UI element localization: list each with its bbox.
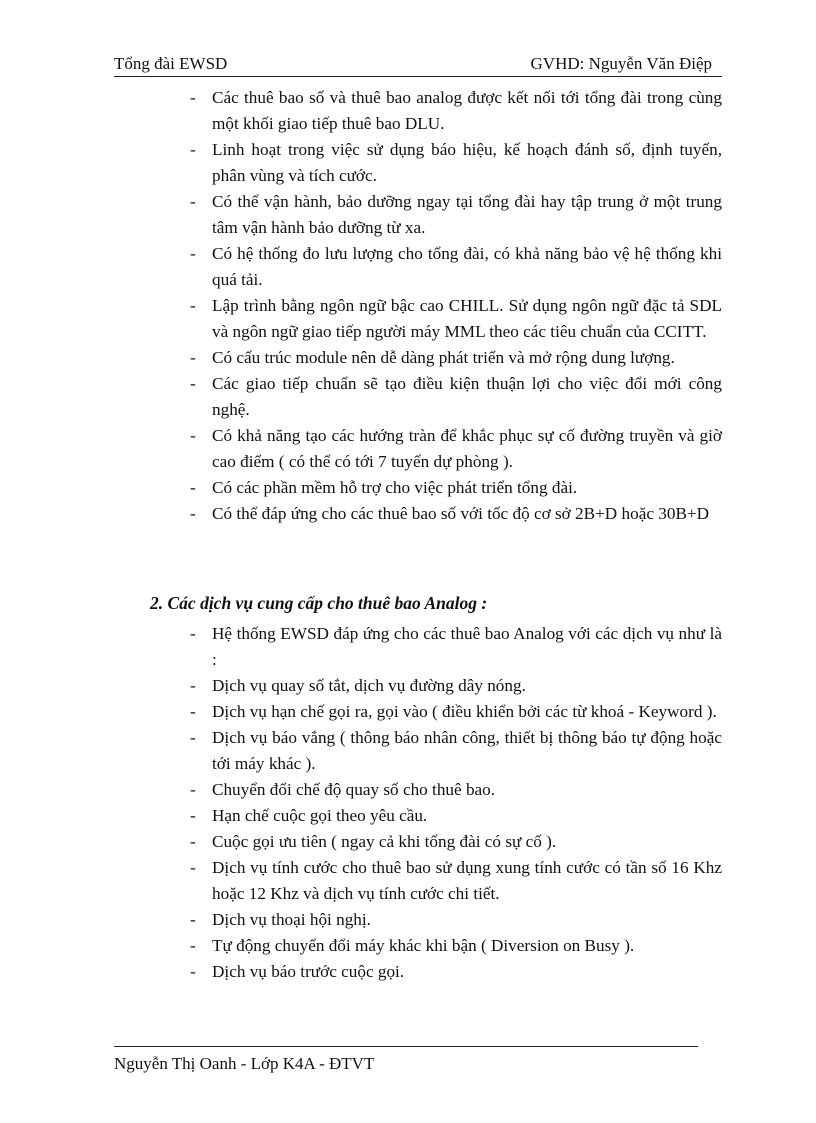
list-item: - Có thể đáp ứng cho các thuê bao số với tốc độ cơ sở 2B+D hoặc 30B+D xyxy=(190,501,722,527)
bullet-dash: - xyxy=(190,478,196,497)
section-heading: 2. Các dịch vụ cung cấp cho thuê bao Analog : xyxy=(150,593,488,613)
list-item: - Tự động chuyển đổi máy khác khi bận ( Diversion on Busy ). xyxy=(190,933,722,959)
bullet-dash: - xyxy=(190,140,196,159)
page-footer: Nguyễn Thị Oanh - Lớp K4A - ĐTVT xyxy=(114,1054,375,1073)
bullet-dash: - xyxy=(190,806,196,825)
bullet-dash: - xyxy=(190,192,196,211)
bullet-dash: - xyxy=(190,728,196,747)
list-item: - Có các phần mềm hỗ trợ cho việc phát triển tổng đài. xyxy=(190,475,722,501)
bullet-dash: - xyxy=(190,858,196,877)
list-item: - Có hệ thống đo lưu lượng cho tổng đài, có khả năng bảo vệ hệ thống khi quá tải. xyxy=(190,241,722,293)
list-item: - Có cấu trúc module nên dễ dàng phát triển và mở rộng dung lượng. xyxy=(190,345,722,371)
header-supervisor: GVHD: Nguyễn Văn Điệp xyxy=(530,54,712,73)
list-item: - Dịch vụ tính cước cho thuê bao sử dụng xung tính cước có tần số 16 Khz hoặc 12 Khz và dịch vụ tính cước chi tiết. xyxy=(190,855,722,907)
bullet-dash: - xyxy=(190,296,196,315)
bullet-dash: - xyxy=(190,780,196,799)
list-item: - Có khả năng tạo các hướng tràn để khắc phục sự cố đường truyền và giờ cao điểm ( có thể có tới 7 tuyến dự phòng ). xyxy=(190,423,722,475)
list-item: - Các giao tiếp chuẩn sẽ tạo điều kiện thuận lợi cho việc đổi mới công nghệ. xyxy=(190,371,722,423)
bullet-dash: - xyxy=(190,504,196,523)
list-item: - Các thuê bao số và thuê bao analog được kết nối tới tổng đài trong cùng một khối giao tiếp thuê bao DLU. xyxy=(190,85,722,137)
features-list xyxy=(190,85,722,527)
list-item: - Cuộc gọi ưu tiên ( ngay cả khi tổng đài có sự cố ). xyxy=(190,829,722,855)
list-item: - Dịch vụ quay số tắt, dịch vụ đường dây nóng. xyxy=(190,673,722,699)
bullet-dash: - xyxy=(190,624,196,643)
bullet-dash: - xyxy=(190,910,196,929)
analog-services-list xyxy=(190,621,722,985)
list-item: - Lập trình bằng ngôn ngữ bậc cao CHILL. Sử dụng ngôn ngữ đặc tả SDL và ngôn ngữ giao tiếp người máy MML theo các tiêu chuẩn của CCITT. xyxy=(190,293,722,345)
bullet-dash: - xyxy=(190,676,196,695)
footer-divider xyxy=(114,1046,698,1047)
list-item: - Dịch vụ báo trước cuộc gọi. xyxy=(190,959,722,985)
bullet-dash: - xyxy=(190,88,196,107)
page-header xyxy=(114,52,722,77)
list-item: - Hệ thống EWSD đáp ứng cho các thuê bao Analog với các dịch vụ như là : xyxy=(190,621,722,673)
list-item: - Dịch vụ hạn chế gọi ra, gọi vào ( điều khiển bởi các từ khoá - Keyword ). xyxy=(190,699,722,725)
bullet-dash: - xyxy=(190,244,196,263)
list-item: - Linh hoạt trong việc sử dụng báo hiệu, kế hoạch đánh số, định tuyến, phân vùng và tích cước. xyxy=(190,137,722,189)
header-document-title: Tổng đài EWSD xyxy=(114,54,228,73)
list-item: - Hạn chế cuộc gọi theo yêu cầu. xyxy=(190,803,722,829)
bullet-dash: - xyxy=(190,348,196,367)
list-item: - Dịch vụ báo vắng ( thông báo nhân công, thiết bị thông báo tự động hoặc tới máy khác ). xyxy=(190,725,722,777)
bullet-dash: - xyxy=(190,832,196,851)
list-item: - Dịch vụ thoại hội nghị. xyxy=(190,907,722,933)
bullet-dash: - xyxy=(190,936,196,955)
bullet-dash: - xyxy=(190,426,196,445)
list-item: - Có thể vận hành, bảo dưỡng ngay tại tổng đài hay tập trung ở một trung tâm vận hành bảo dưỡng từ xa. xyxy=(190,189,722,241)
bullet-dash: - xyxy=(190,702,196,721)
bullet-dash: - xyxy=(190,962,196,981)
bullet-dash: - xyxy=(190,374,196,393)
list-item: - Chuyển đổi chế độ quay số cho thuê bao. xyxy=(190,777,722,803)
